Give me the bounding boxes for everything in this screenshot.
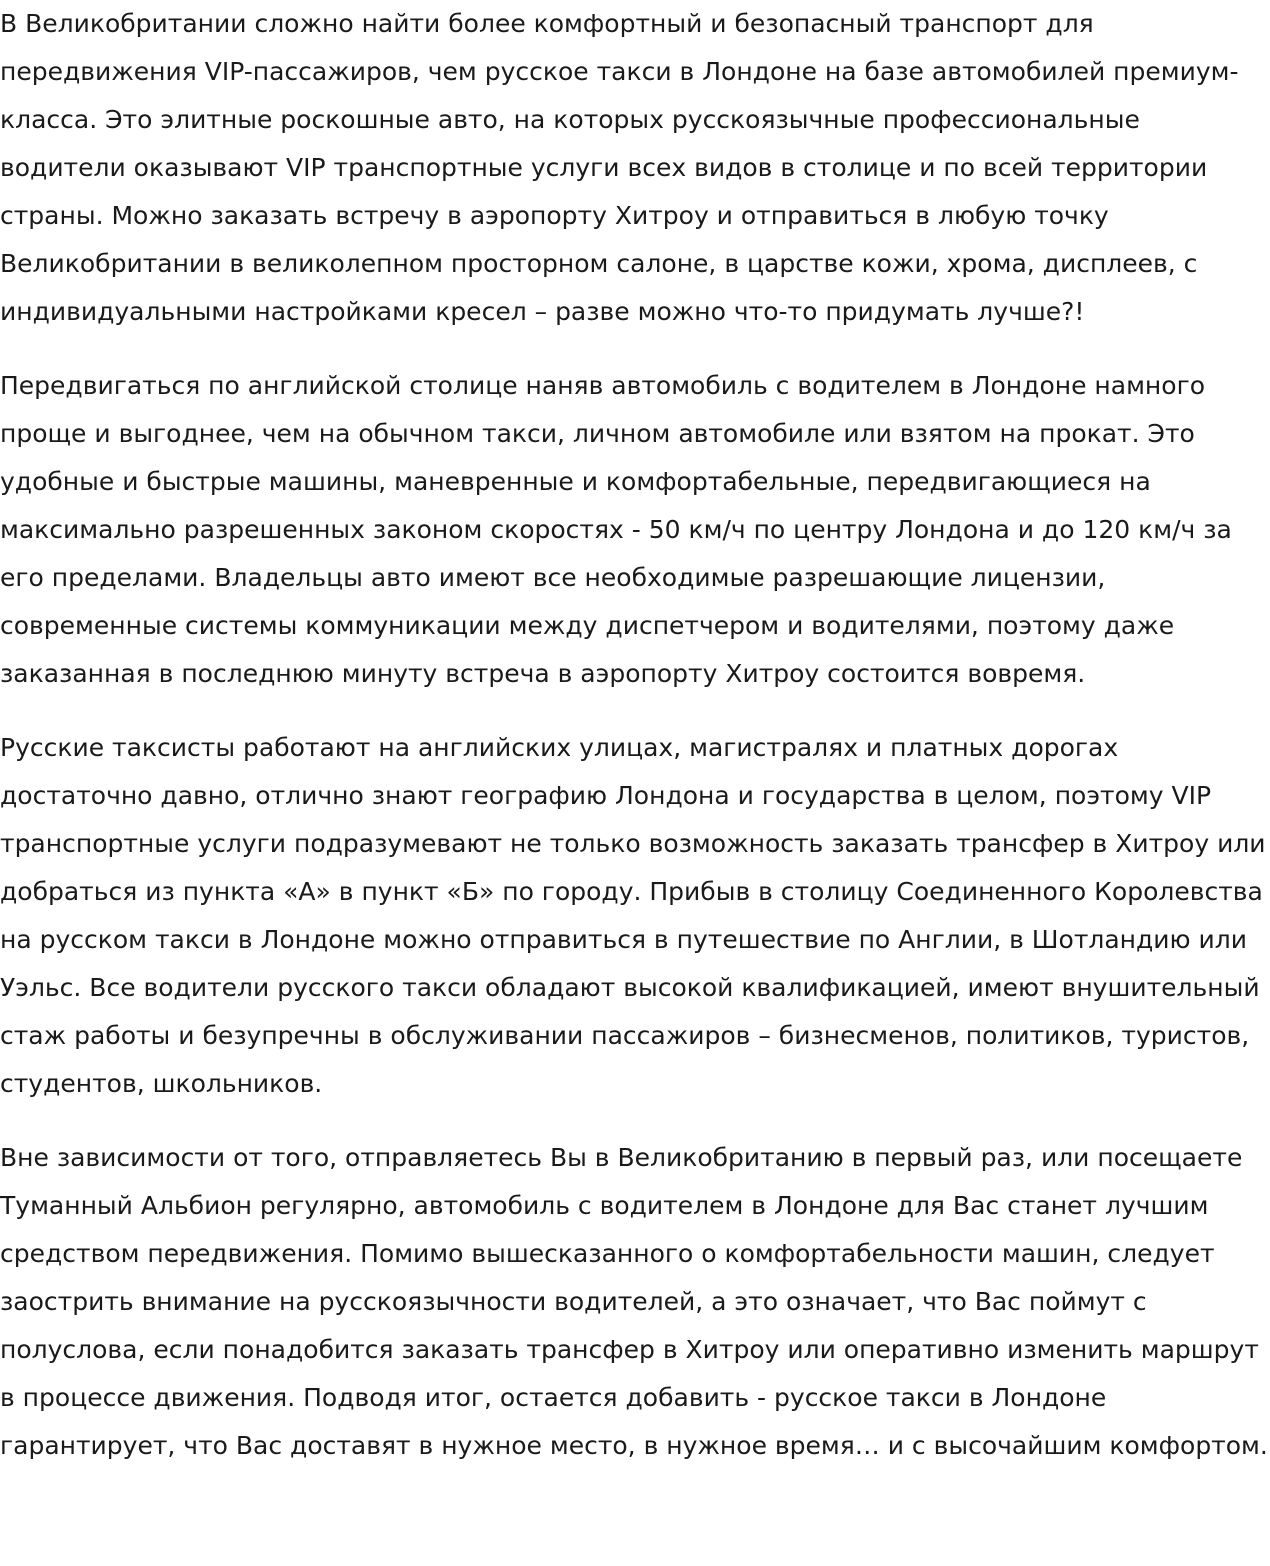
article-paragraph-3: Русские таксисты работают на английских улицах, магистралях и платных дорогах достаточно давно, отлично знают географию Лондона и государства в целом, поэтому VIP транспортные услуги подразумевают не только возможность заказать трансфер в Хитроу или добраться из пункта «А» в пункт «Б» по городу. Прибыв в столицу Соединенного Королевства на русском такси в Лондоне можно отправиться в путешествие по Англии, в Шотландию или Уэльс. Все водители русского такси обладают высокой квалификацией, имеют внушительный стаж работы и безупречны в обслуживании пассажиров – бизнесменов, политиков, туристов, студентов, школьников. [0, 733, 1266, 1098]
article-paragraph-2: Передвигаться по английской столице наняв автомобиль с водителем в Лондоне намного проще и выгоднее, чем на обычном такси, личном автомобиле или взятом на прокат. Это удобные и быстрые машины, маневренные и комфортабельные, передвигающиеся на максимально разрешенных законом скоростях - 50 км/ч по центру Лондона и до 120 км/ч за его пределами. Владельцы авто имеют все необходимые разрешающие лицензии, современные системы коммуникации между диспетчером и водителями, поэтому даже заказанная в последнюю минуту встреча в аэропорту Хитроу состоится вовремя. [0, 371, 1232, 688]
article-paragraph-1: В Великобритании сложно найти более комфортный и безопасный транспорт для передвижения VIP-пассажиров, чем русское такси в Лондоне на базе автомобилей премиум-класса. Это элитные роскошные авто, на которых русскоязычные профессиональные водители оказывают VIP транспортные услуги всех видов в столице и по всей территории страны. Можно заказать встречу в аэропорту Хитроу и отправиться в любую точку Великобритании в великолепном просторном салоне, в царстве кожи, хрома, дисплеев, с индивидуальными настройками кресел – разве можно что-то придумать лучше?! [0, 9, 1239, 326]
article-paragraph-4: Вне зависимости от того, отправляетесь Вы в Великобританию в первый раз, или посещаете Туманный Альбион регулярно, автомобиль с водителем в Лондоне для Вас станет лучшим средством передвижения. Помимо вышесказанного о комфортабельности машин, следует заострить внимание на русскоязычности водителей, а это означает, что Вас поймут с полуслова, если понадобится заказать трансфер в Хитроу или оперативно изменить маршрут в процессе движения. Подводя итог, остается добавить - русское такси в Лондоне гарантирует, что Вас доставят в нужное место, в нужное время… и с высочайшим комфортом. [0, 1143, 1268, 1460]
